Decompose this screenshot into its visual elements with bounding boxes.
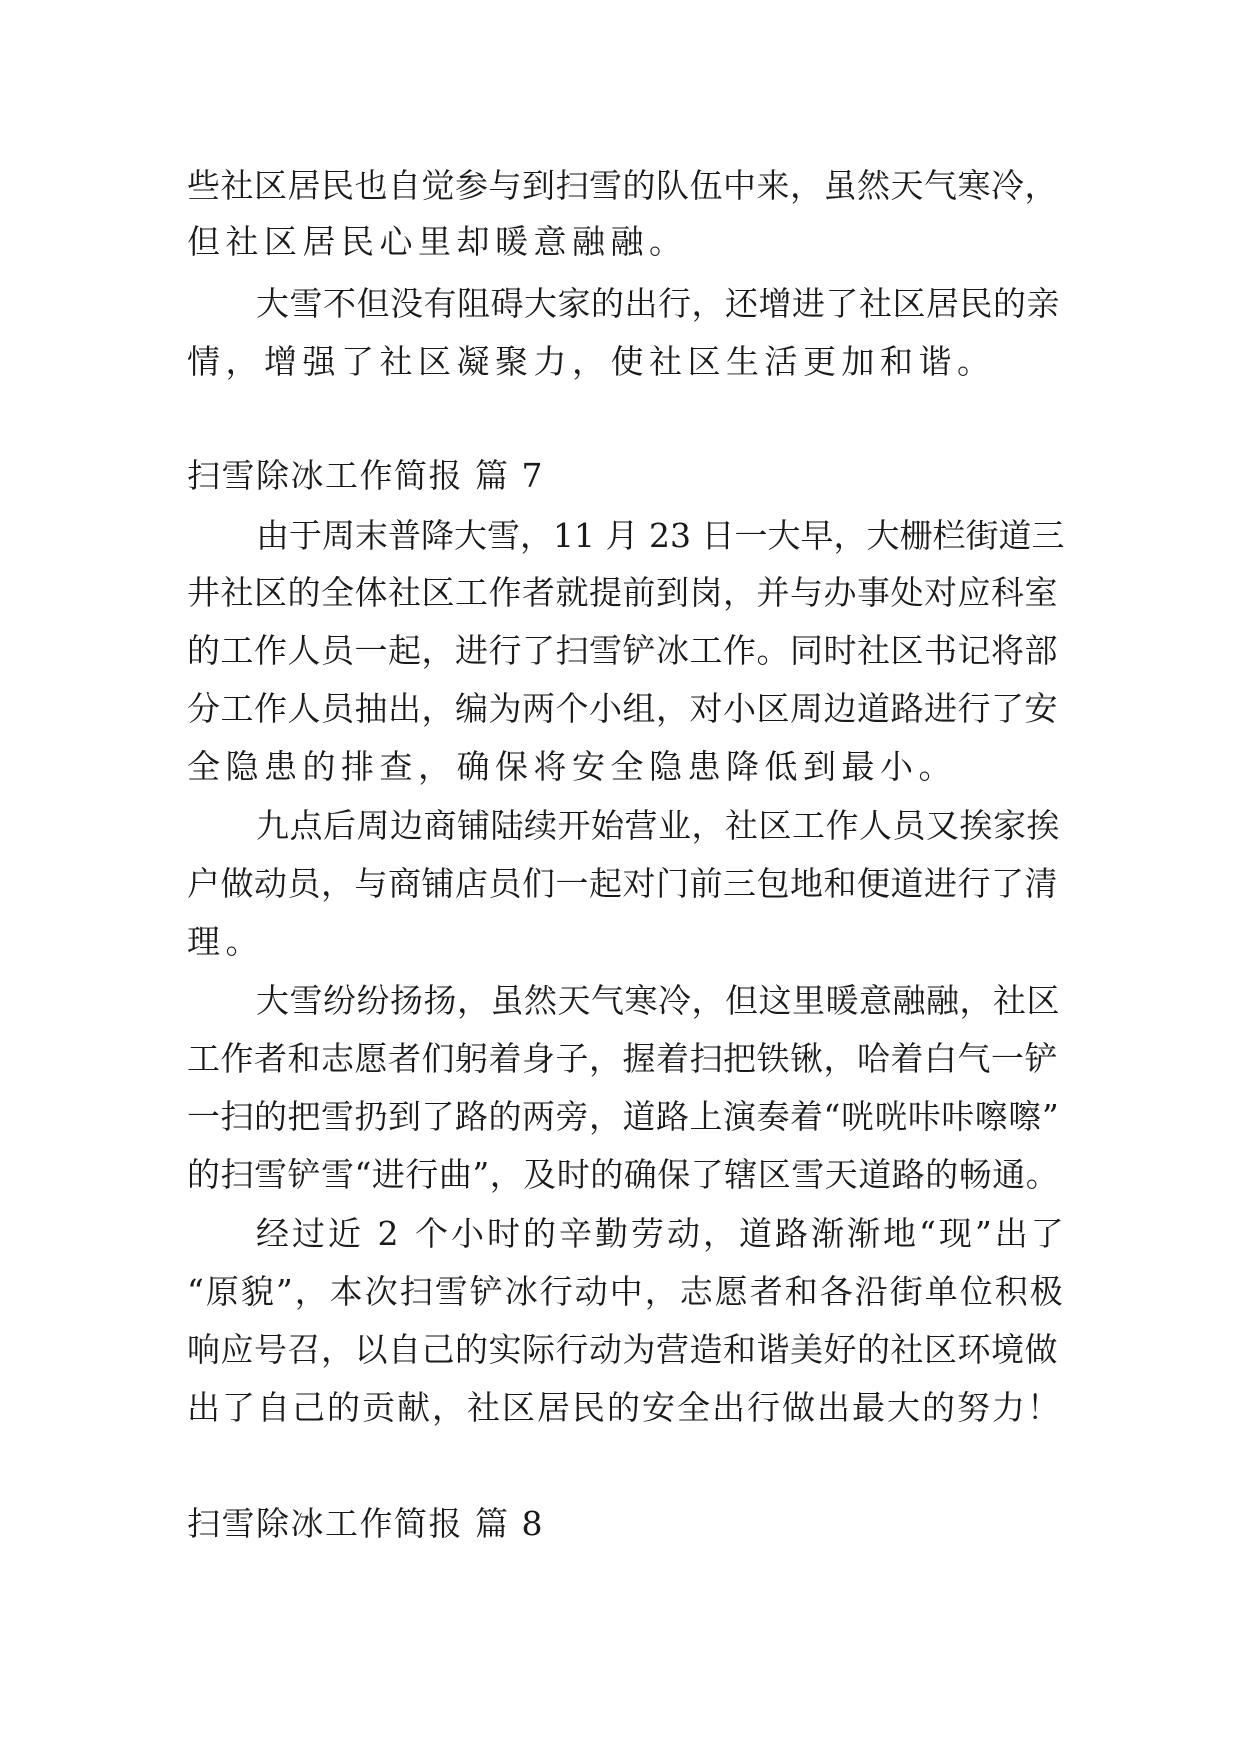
paragraph-line: 户做动员，与商铺店员们一起对门前三包地和便道进行了清 bbox=[187, 864, 1058, 903]
paragraph-line: 工作者和志愿者们躬着身子，握着扫把铁锹，哈着白气一铲 bbox=[187, 1039, 1058, 1078]
section-heading: 扫雪除冰工作简报 篇 8 bbox=[187, 1504, 544, 1543]
paragraph-first-line: 经过近 2 个小时的辛勤劳动，道路渐渐地“现”出了 bbox=[256, 1214, 1067, 1253]
paragraph-line: 井社区的全体社区工作者就提前到岗，并与办事处对应科室 bbox=[187, 573, 1058, 612]
paragraph-first-line: 大雪不但没有阻碍大家的出行，还增进了社区居民的亲 bbox=[256, 284, 1060, 323]
paragraph-first-line: 九点后周边商铺陆续开始营业，社区工作人员又挨家挨 bbox=[256, 806, 1060, 845]
paragraph-first-line: 大雪纷纷扬扬，虽然天气寒冷，但这里暖意融融，社区 bbox=[256, 981, 1060, 1020]
paragraph-line: 的扫雪铲雪“进行曲”，及时的确保了辖区雪天道路的畅通。 bbox=[187, 1155, 1060, 1194]
paragraph-line: 理。 bbox=[187, 922, 264, 961]
paragraph-line: 响应号召，以自己的实际行动为营造和谐美好的社区环境做 bbox=[187, 1330, 1058, 1369]
paragraph-line: 一扫的把雪扔到了路的两旁，道路上演奏着“咣咣咔咔嚓嚓” bbox=[187, 1097, 1060, 1136]
paragraph-line: 些社区居民也自觉参与到扫雪的队伍中来，虽然天气寒冷， bbox=[187, 166, 1058, 205]
paragraph-line: 全隐患的排查，确保将安全隐患降低到最小。 bbox=[187, 747, 957, 786]
paragraph-line: 出了自己的贡献，社区居民的安全出行做出最大的努力！ bbox=[187, 1388, 1062, 1427]
section-heading: 扫雪除冰工作简报 篇 7 bbox=[187, 456, 544, 495]
paragraph-line: 情，增强了社区凝聚力，使社区生活更加和谐。 bbox=[187, 342, 996, 381]
paragraph-line: “原貌”，本次扫雪铲冰行动中，志愿者和各沿街单位积极 bbox=[187, 1272, 1065, 1311]
paragraph-line: 的工作人员一起，进行了扫雪铲冰工作。同时社区书记将部 bbox=[187, 631, 1058, 670]
paragraph-line: 但社区居民心里却暖意融融。 bbox=[187, 222, 688, 261]
paragraph-line: 分工作人员抽出，编为两个小组，对小区周边道路进行了安 bbox=[187, 689, 1058, 728]
paragraph-first-line: 由于周末普降大雪，11 月 23 日一大早，大栅栏街道三 bbox=[256, 516, 1065, 555]
